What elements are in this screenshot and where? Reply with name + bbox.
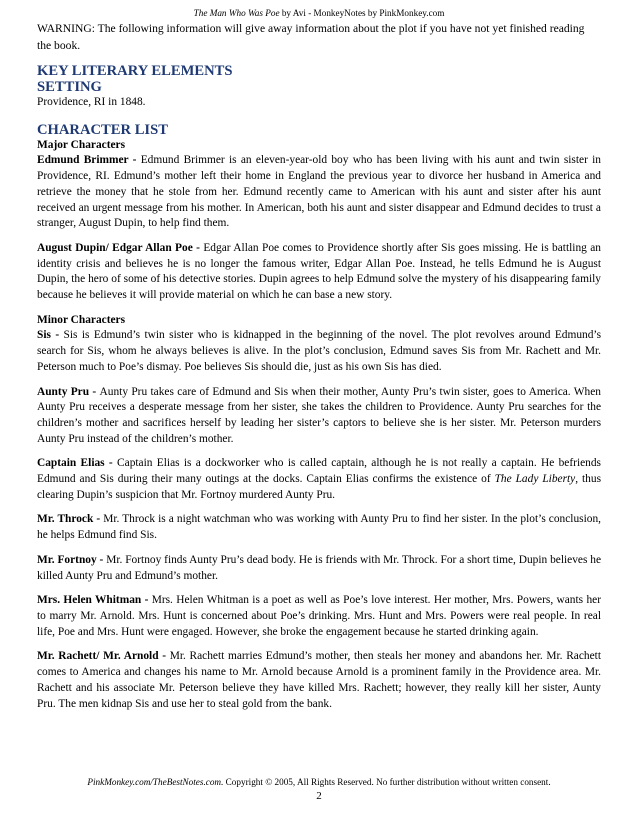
character-list-heading: CHARACTER LIST — [37, 121, 168, 138]
character-description: Captain Elias is a dockworker who is called captain, although he is not really a captain. He befriends Edmund and Sis during their many outings at the docks. Captain Elias confirms the existence of — [37, 457, 601, 486]
key-literary-elements-heading: KEY LITERARY ELEMENTS — [37, 63, 233, 79]
running-header — [37, 0, 601, 19]
character-name: Mr. Throck - — [37, 513, 104, 526]
character-name: Mr. Fortnoy - — [37, 553, 107, 566]
character-entry-dupin — [37, 241, 601, 304]
character-entry-fortnoy — [37, 553, 601, 584]
major-characters-heading: Major Characters — [37, 138, 126, 151]
ship-name: The Lady Liberty — [494, 473, 576, 486]
character-name: Aunty Pru - — [37, 385, 100, 398]
character-entry-edmund — [37, 153, 601, 232]
footer-copyright: Copyright © 2005, All Rights Reserved. No further distribution without written consent. — [223, 777, 551, 787]
character-description: Mr. Fortnoy finds Aunty Pru’s dead body. He is friends with Mr. Throck. For a short time, Dupin believes he killed Aunty Pru and Edmund’s mother. — [37, 553, 601, 582]
character-name: Captain Elias - — [37, 457, 118, 470]
character-entry-sis — [37, 328, 601, 375]
character-name: Mr. Rachett/ Mr. Arnold - — [37, 650, 170, 663]
character-name: Edmund Brimmer - — [37, 154, 141, 167]
character-entry-aunty-pru — [37, 385, 601, 448]
character-description: Mrs. Helen Whitman is a poet as well as Poe’s love interest. Her mother, Mrs. Powers, wants her to marry Mr. Arnold. Mrs. Hunt is concerned about Poe’s drinking. Mrs. Hunt and Mrs. Powers were real people. In real life, Poe and Mrs. Hunt were engaged. However, she broke the engagement because he started drinking again. — [37, 594, 601, 638]
setting-heading: SETTING — [37, 79, 102, 95]
character-entry-rachett — [37, 649, 601, 712]
page-number: 2 — [316, 790, 322, 802]
character-entry-whitman — [37, 593, 601, 640]
character-description: Mr. Throck is a night watchman who was working with Aunty Pru to find her sister. In the plot’s conclusion, he helps Edmund find Sis. — [37, 513, 601, 542]
character-entry-throck — [37, 512, 601, 543]
character-list-section — [37, 122, 601, 713]
character-description: Edmund Brimmer is an eleven-year-old boy who has been living with his aunt and twin sister in Providence, RI. Edmund’s mother left their home in England the previous year to divorce her husband in America and retrieve the money that he stole from her. Edmund recently came to American with his aunt and sister after his aunt received an urgent message from his mother. In American, both his aunt and sister disappear and Edmund decides to trust a stranger, August Dupin, to help find them. — [37, 154, 601, 230]
setting-text: Providence, RI in 1848. — [37, 96, 146, 108]
character-description: Sis is Edmund’s twin sister who is kidnapped in the beginning of the novel. The plot revolves around Edmund’s search for Sis, whom he always believes is alive. In the plot’s conclusion, Edmund saves Sis from Mr. Rachett and Mr. Peterson much to Poe’s dismay. Poe believes Sis should die, just as his own Sis has died. — [37, 329, 602, 373]
header-source: by Avi - MonkeyNotes by PinkMonkey.com — [281, 8, 445, 18]
setting-section — [37, 63, 601, 111]
minor-characters-heading: Minor Characters — [37, 313, 126, 326]
copyright-footer — [0, 777, 638, 788]
character-description: Mr. Rachett marries Edmund’s mother, then steals her money and abandons her. Mr. Rachett comes to America and changes his name to Mr. Arnold because Arnold is a prominent family in the Providence area. Mr. Rachett and his associate Mr. Peterson believe they have killed Mrs. Rachett; however, they really kill her sister, Aunty Pru. The men kidnap Sis and use her to steal gold from the bank. — [37, 650, 601, 710]
character-description: Edgar Allan Poe comes to Providence shortly after Sis goes missing. He is battling an identity crisis and believes he is no longer the famous writer, Edgar Allan Poe. Instead, he tells Edmund he is August Dupin, the hero of some of his detective stories. Dupin agrees to help Edmund solve the mystery of his disappearing family because he believes it will provide material on which he can base a new story. — [37, 241, 601, 302]
character-description-end: , thus clearing Dupin’s suspicion that Mr. Fortnoy murdered Aunty Pru. — [37, 473, 601, 501]
character-name: Mrs. Helen Whitman - — [37, 594, 152, 607]
book-title: The Man Who Was Poe — [193, 8, 280, 18]
character-description: Aunty Pru takes care of Edmund and Sis when their mother, Aunty Pru’s twin sister, goes to America. When Aunty Pru receives a desperate message from her sister, she takes the children to Providence. Aunty Pru searches for the children’s mother and sacrifices herself by leading her sister’s captors to believe she is her sister. Mr. Peterson murders Aunty Pru instead of the children’s mother. — [37, 385, 601, 445]
character-name: Sis - — [37, 329, 64, 342]
character-entry-captain-elias — [37, 456, 601, 503]
character-name: August Dupin/ Edgar Allan Poe - — [37, 241, 204, 254]
footer-site: PinkMonkey.com/TheBestNotes.com. — [87, 777, 224, 787]
spoiler-warning: WARNING: The following information will give away information about the plot if you have not yet finished reading the book. — [37, 22, 585, 52]
